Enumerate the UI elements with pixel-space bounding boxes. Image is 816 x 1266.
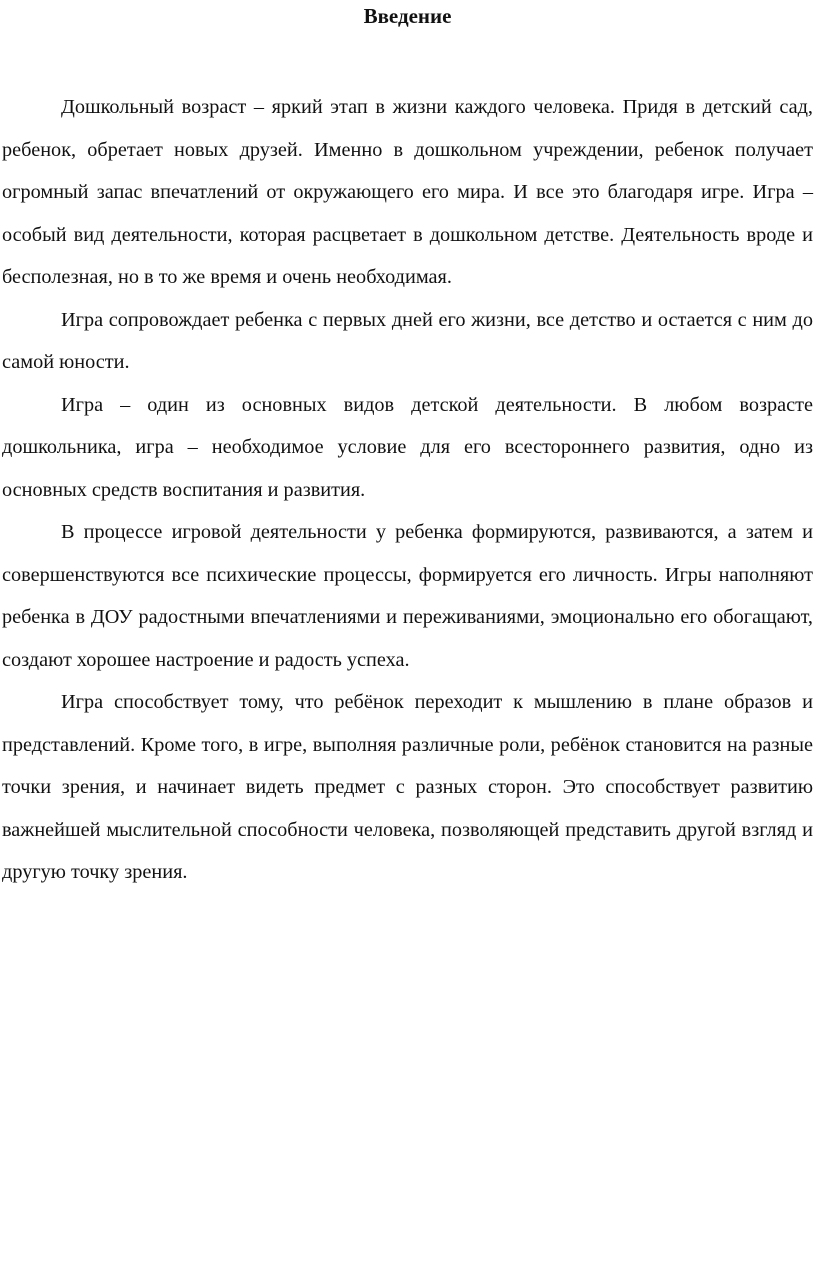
- paragraph-1: Дошкольный возраст – яркий этап в жизни каждого человека. Придя в детский сад, ребенок, обретает новых друзей. Именно в дошкольном учреждении, ребенок получает огромный запас впечатлений от окружающего его мира. И все это благодаря игре. Игра – особый вид деятельности, которая расцветает в дошкольном детстве. Деятельность вроде и бесполезная, но в то же время и очень необходимая.: [2, 96, 813, 288]
- paragraph-3: Игра – один из основных видов детской деятельности. В любом возрасте дошкольника, игра – необходимое условие для его всестороннего развития, одно из основных средств воспитания и развития.: [2, 393, 813, 501]
- paragraph-5: Игра способствует тому, что ребёнок переходит к мышлению в плане образов и представлений. Кроме того, в игре, выполняя различные роли, ребёнок становится на разные точки зрения, и начинает видеть предмет с разных сторон. Это способствует развитию важнейшей мыслительной способности человека, позволяющей представить другой взгляд и другую точку зрения.: [2, 691, 813, 883]
- document-title: Введение: [363, 4, 452, 28]
- document-body: [2, 86, 813, 894]
- paragraph-4: В процессе игровой деятельности у ребенка формируются, развиваются, а затем и совершенствуются все психические процессы, формируется его личность. Игры наполняют ребенка в ДОУ радостными впечатлениями и переживаниями, эмоционально его обогащают, создают хорошее настроение и радость успеха.: [2, 521, 813, 671]
- paragraph-2: Игра сопровождает ребенка с первых дней его жизни, все детство и остается с ним до самой юности.: [2, 308, 813, 373]
